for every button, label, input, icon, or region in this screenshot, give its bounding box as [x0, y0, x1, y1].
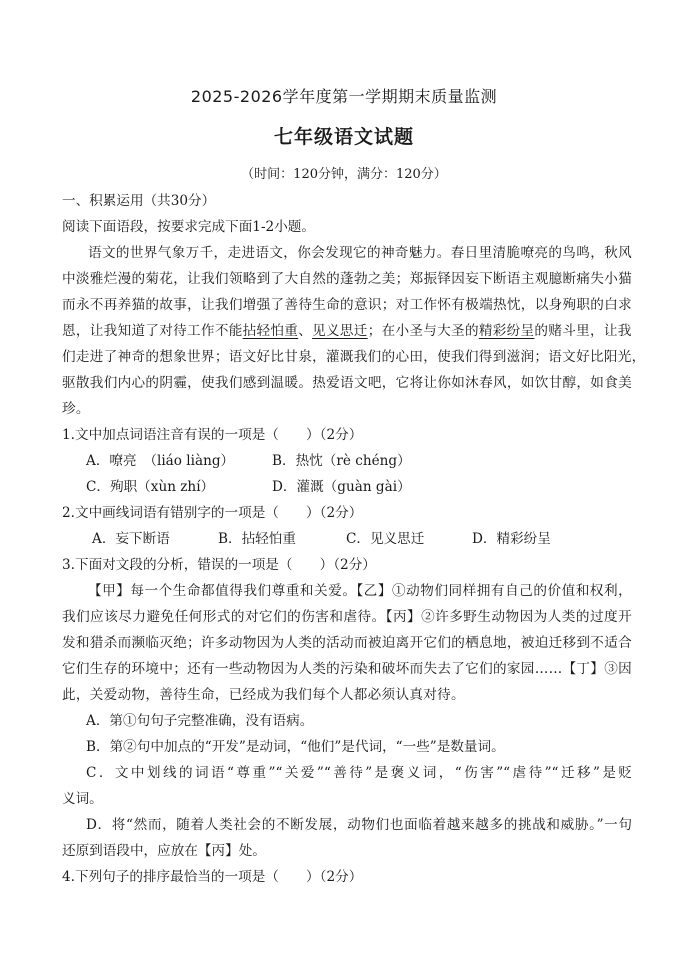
underlined-word: 拈轻怕重: [242, 323, 299, 339]
passage-text: 的赌斗里，让我: [534, 323, 632, 339]
passage-line: 们走进了神奇的想象世界；语文好比甘泉，灌溉我们的心田，使我们得到滋润；语文好比阳光，: [62, 349, 646, 365]
q3-option-c-cont: 义词。: [62, 791, 103, 807]
passage-line: 语文的世界气象万千，走进语文，你会发现它的神奇魅力。春日里清脆嘹亮的鸟鸣，秋风: [88, 245, 632, 261]
q1-option-a: A．嘹亮 （liáo liàng）: [86, 453, 235, 469]
passage-line: 【甲】每一个生命都值得我们尊重和关爱。【乙】①动物们同样拥有自己的价值和权利，: [88, 583, 632, 599]
q1-option-b: B．热忱（rè chéng）: [272, 453, 411, 469]
passage-line: 此，关爱动物，善待生命，已经成为我们每个人都必须认真对待。: [62, 687, 465, 703]
passage-line: [62, 322, 632, 340]
passage-line: 它们生存的环境中；还有一些动物因为人类的污染和破坏而失去了它们的家园……【丁】③因: [62, 661, 632, 677]
q2-option-d: D．精彩纷呈: [472, 531, 551, 547]
underlined-word: 精彩纷呈: [478, 323, 535, 339]
subject-title: 七年级语文试题: [273, 126, 414, 148]
passage-line: 发和猎杀而濒临灭绝；许多动物因为人类的活动而被迫离开它们的栖息地，被迫迁移到不适合: [62, 635, 632, 651]
passage-line: 我们应该尽力避免任何形式的对它们的伤害和虐待。【丙】②许多野生动物因为人类的过度开: [62, 609, 632, 625]
q3-option-c: C．文中划线的词语“尊重”“关爱”“善待”是褒义词，“伤害”“虐待”“迁移”是贬: [86, 765, 632, 781]
passage-text: ；在小圣与大圣的: [367, 323, 479, 339]
passage-text: 、: [298, 323, 313, 339]
section-instruction: 阅读下面语段，按要求完成下面1-2小题。: [62, 219, 315, 235]
question-4-stem: 4.下列句子的排序最恰当的一项是（ ）（2分）: [62, 869, 363, 885]
exam-info: （时间：120分钟，满分：120分）: [241, 167, 447, 182]
question-1-stem: 1.文中加点词语注音有误的一项是（ ）（2分）: [62, 427, 363, 443]
question-3-stem: 3.下面对文段的分析，错误的一项是（ ）（2分）: [62, 557, 376, 573]
passage-line: 珍。: [62, 401, 90, 417]
q3-option-d: D．将“然而，随着人类社会的不断发展，动物们也面临着越来越多的挑战和威胁。”一句: [86, 817, 632, 833]
q3-option-b: B．第②句中加点的“开发”是动词，“他们”是代词，“一些”是数量词。: [86, 739, 505, 755]
q2-option-a: A．妄下断语: [92, 531, 170, 547]
q3-option-a: A．第①句句子完整准确，没有语病。: [86, 713, 314, 729]
q1-option-c: C．殉职（xùn zhí）: [86, 479, 215, 495]
question-2-stem: 2.文中画线词语有错别字的一项是（ ）（2分）: [62, 505, 363, 521]
q1-option-d: D．灌溉（guàn gài）: [272, 479, 411, 495]
underlined-word: 见义思迁: [312, 323, 368, 339]
q2-option-b: B．拈轻怕重: [218, 531, 296, 547]
exam-title: 2025-2026学年度第一学期期末质量监测: [190, 87, 498, 106]
q3-option-d-cont: 还原到语段中，应放在【丙】处。: [62, 843, 266, 859]
passage-line: 驱散我们内心的阴霾，使我们感到温暖。热爱语文吧，它将让你如沐春风，如饮甘醇，如食美: [62, 375, 632, 391]
q2-option-c: C．见义思迁: [346, 531, 425, 547]
passage-line: 而永不再养猫的故事，让我们增强了善待生命的意识；对工作怀有极端热忱，以身殉职的白求: [62, 297, 632, 313]
passage-line: 中淡雅烂漫的菊花，让我们领略到了大自然的蓬勃之美；郑振铎因妄下断语主观臆断痛失小猫: [62, 271, 632, 287]
section-heading: 一、积累运用（共30分）: [62, 193, 216, 209]
passage-text: 恩，让我知道了对待工作不能: [62, 323, 243, 339]
